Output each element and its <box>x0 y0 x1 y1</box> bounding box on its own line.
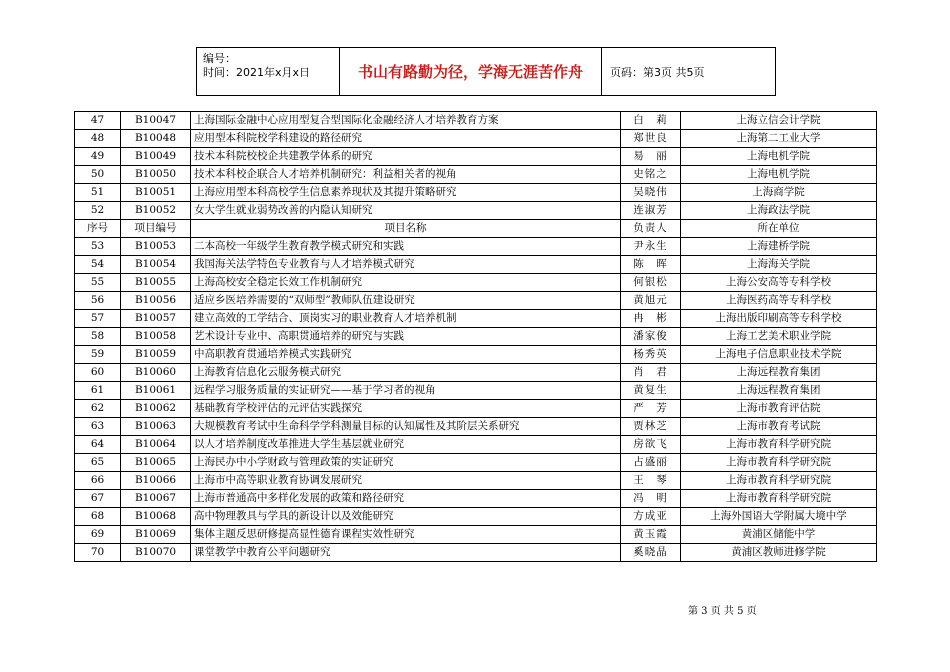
project-code: B10048 <box>121 130 191 148</box>
table-row <box>75 544 877 562</box>
row-number: 55 <box>75 274 121 292</box>
institution: 上海市教育考试院 <box>681 418 877 436</box>
person-in-charge: 冯 明 <box>621 490 681 508</box>
institution: 上海工艺美术职业学院 <box>681 328 877 346</box>
header-motto: 书山有路勤为径，学海无涯苦作舟 <box>340 48 602 95</box>
row-number: 58 <box>75 328 121 346</box>
table-row <box>75 328 877 346</box>
project-name: 建立高效的工学结合、顶岗实习的职业教育人才培养机制 <box>191 310 621 328</box>
table-row <box>75 202 877 220</box>
row-number: 61 <box>75 382 121 400</box>
institution: 所在单位 <box>681 220 877 238</box>
person-in-charge: 何银松 <box>621 274 681 292</box>
table-row <box>75 148 877 166</box>
row-number: 56 <box>75 292 121 310</box>
table-row <box>75 526 877 544</box>
table-row <box>75 490 877 508</box>
row-number: 53 <box>75 238 121 256</box>
institution: 上海公安高等专科学校 <box>681 274 877 292</box>
row-number: 70 <box>75 544 121 562</box>
person-in-charge: 冉 彬 <box>621 310 681 328</box>
project-code: B10049 <box>121 148 191 166</box>
institution: 上海市教育科学研究院 <box>681 454 877 472</box>
person-in-charge: 占盛丽 <box>621 454 681 472</box>
row-number: 59 <box>75 346 121 364</box>
institution: 上海医药高等专科学校 <box>681 292 877 310</box>
person-in-charge: 贾林芝 <box>621 418 681 436</box>
project-name: 上海市中高等职业教育协调发展研究 <box>191 472 621 490</box>
person-in-charge: 尹永生 <box>621 238 681 256</box>
institution: 黄浦区储能中学 <box>681 526 877 544</box>
project-code: B10052 <box>121 202 191 220</box>
row-number: 67 <box>75 490 121 508</box>
project-name: 课堂教学中教育公平问题研究 <box>191 544 621 562</box>
project-code: B10058 <box>121 328 191 346</box>
project-code: B10060 <box>121 364 191 382</box>
project-code: 项目编号 <box>121 220 191 238</box>
project-code: B10066 <box>121 472 191 490</box>
person-in-charge: 严 芳 <box>621 400 681 418</box>
institution: 上海远程教育集团 <box>681 364 877 382</box>
project-code: B10057 <box>121 310 191 328</box>
header-page-label: 页码：第3页 共5页 <box>610 65 705 79</box>
project-name: 二本高校一年级学生教育教学模式研究和实践 <box>191 238 621 256</box>
table-row <box>75 238 877 256</box>
project-name: 技术本科校企联合人才培养机制研究：利益相关者的视角 <box>191 166 621 184</box>
table-row <box>75 292 877 310</box>
project-code: B10055 <box>121 274 191 292</box>
table-row <box>75 274 877 292</box>
number-label: 编号： <box>203 52 236 65</box>
project-code: B10050 <box>121 166 191 184</box>
project-code: B10047 <box>121 112 191 130</box>
person-in-charge: 史铭之 <box>621 166 681 184</box>
table-row <box>75 508 877 526</box>
row-number: 序号 <box>75 220 121 238</box>
person-in-charge: 黄复生 <box>621 382 681 400</box>
person-in-charge: 白 莉 <box>621 112 681 130</box>
person-in-charge: 负责人 <box>621 220 681 238</box>
project-name: 高中物理教具与学具的新设计以及效能研究 <box>191 508 621 526</box>
row-number: 50 <box>75 166 121 184</box>
project-code: B10059 <box>121 346 191 364</box>
table-row <box>75 166 877 184</box>
project-code: B10061 <box>121 382 191 400</box>
institution: 上海海关学院 <box>681 256 877 274</box>
row-number: 48 <box>75 130 121 148</box>
project-name: 基础教育学校评估的元评估实践探究 <box>191 400 621 418</box>
project-name: 大规模教育考试中生命科学学科测量目标的认知属性及其阶层关系研究 <box>191 418 621 436</box>
project-code: B10070 <box>121 544 191 562</box>
institution: 上海建桥学院 <box>681 238 877 256</box>
project-name: 适应乡医培养需要的“双师型”教师队伍建设研究 <box>191 292 621 310</box>
project-code: B10068 <box>121 508 191 526</box>
person-in-charge: 陈 晖 <box>621 256 681 274</box>
table-row <box>75 112 877 130</box>
project-code: B10053 <box>121 238 191 256</box>
project-table-body <box>75 112 877 562</box>
person-in-charge: 房欲飞 <box>621 436 681 454</box>
person-in-charge: 王 琴 <box>621 472 681 490</box>
institution: 上海电子信息职业技术学院 <box>681 346 877 364</box>
person-in-charge: 连淑芳 <box>621 202 681 220</box>
person-in-charge: 潘家俊 <box>621 328 681 346</box>
project-name: 女大学生就业弱势改善的内隐认知研究 <box>191 202 621 220</box>
table-row <box>75 472 877 490</box>
time-label: 时间：2021年x月x日 <box>203 66 311 79</box>
person-in-charge: 黄玉霞 <box>621 526 681 544</box>
row-number: 49 <box>75 148 121 166</box>
page-header <box>196 47 776 96</box>
person-in-charge: 郑世良 <box>621 130 681 148</box>
person-in-charge: 吴晓伟 <box>621 184 681 202</box>
person-in-charge: 肖 君 <box>621 364 681 382</box>
project-name: 项目名称 <box>191 220 621 238</box>
project-code: B10069 <box>121 526 191 544</box>
table-row <box>75 346 877 364</box>
project-code: B10065 <box>121 454 191 472</box>
project-name: 上海应用型本科高校学生信息素养现状及其提升策略研究 <box>191 184 621 202</box>
page-footer: 第 3 页 共 5 页 <box>688 606 757 617</box>
institution: 上海市教育评估院 <box>681 400 877 418</box>
institution: 上海政法学院 <box>681 202 877 220</box>
row-number: 66 <box>75 472 121 490</box>
table-row <box>75 130 877 148</box>
row-number: 57 <box>75 310 121 328</box>
table-header-row <box>75 220 877 238</box>
institution: 上海电机学院 <box>681 148 877 166</box>
person-in-charge: 奚晓晶 <box>621 544 681 562</box>
institution: 上海市教育科学研究院 <box>681 472 877 490</box>
project-name: 艺术设计专业中、高职贯通培养的研究与实践 <box>191 328 621 346</box>
project-code: B10063 <box>121 418 191 436</box>
project-name: 中高职教育贯通培养模式实践研究 <box>191 346 621 364</box>
project-name: 集体主题反思研修提高显性德育课程实效性研究 <box>191 526 621 544</box>
table-row <box>75 436 877 454</box>
row-number: 54 <box>75 256 121 274</box>
institution: 上海市教育科学研究院 <box>681 436 877 454</box>
institution: 上海远程教育集团 <box>681 382 877 400</box>
row-number: 64 <box>75 436 121 454</box>
row-number: 60 <box>75 364 121 382</box>
project-name: 远程学习服务质量的实证研究——基于学习者的视角 <box>191 382 621 400</box>
table-row <box>75 454 877 472</box>
table-row <box>75 310 877 328</box>
institution: 上海电机学院 <box>681 166 877 184</box>
row-number: 52 <box>75 202 121 220</box>
person-in-charge: 易 丽 <box>621 148 681 166</box>
table-row <box>75 184 877 202</box>
project-code: B10054 <box>121 256 191 274</box>
institution: 黄浦区教师进修学院 <box>681 544 877 562</box>
project-code: B10067 <box>121 490 191 508</box>
table-row <box>75 382 877 400</box>
project-name: 应用型本科院校学科建设的路径研究 <box>191 130 621 148</box>
institution: 上海出版印刷高等专科学校 <box>681 310 877 328</box>
person-in-charge: 杨秀英 <box>621 346 681 364</box>
project-code: B10056 <box>121 292 191 310</box>
project-name: 上海高校安全稳定长效工作机制研究 <box>191 274 621 292</box>
institution: 上海商学院 <box>681 184 877 202</box>
row-number: 62 <box>75 400 121 418</box>
institution: 上海第二工业大学 <box>681 130 877 148</box>
project-name: 上海国际金融中心应用型复合型国际化金融经济人才培养教育方案 <box>191 112 621 130</box>
project-name: 上海民办中小学财政与管理政策的实证研究 <box>191 454 621 472</box>
project-code: B10064 <box>121 436 191 454</box>
row-number: 51 <box>75 184 121 202</box>
table-row <box>75 364 877 382</box>
row-number: 63 <box>75 418 121 436</box>
row-number: 47 <box>75 112 121 130</box>
person-in-charge: 方成亚 <box>621 508 681 526</box>
table-row <box>75 256 877 274</box>
table-row <box>75 400 877 418</box>
table-row <box>75 418 877 436</box>
institution: 上海立信会计学院 <box>681 112 877 130</box>
header-meta <box>197 48 340 95</box>
row-number: 65 <box>75 454 121 472</box>
project-name: 以人才培养制度改革推进大学生基层就业研究 <box>191 436 621 454</box>
project-name: 上海教育信息化云服务模式研究 <box>191 364 621 382</box>
row-number: 68 <box>75 508 121 526</box>
project-table <box>74 111 877 562</box>
row-number: 69 <box>75 526 121 544</box>
institution: 上海外国语大学附属大境中学 <box>681 508 877 526</box>
project-code: B10051 <box>121 184 191 202</box>
project-name: 技术本科院校校企共建教学体系的研究 <box>191 148 621 166</box>
person-in-charge: 黄旭元 <box>621 292 681 310</box>
institution: 上海市教育科学研究院 <box>681 490 877 508</box>
project-name: 上海市普通高中多样化发展的政策和路径研究 <box>191 490 621 508</box>
project-name: 我国海关法学特色专业教育与人才培养模式研究 <box>191 256 621 274</box>
project-code: B10062 <box>121 400 191 418</box>
